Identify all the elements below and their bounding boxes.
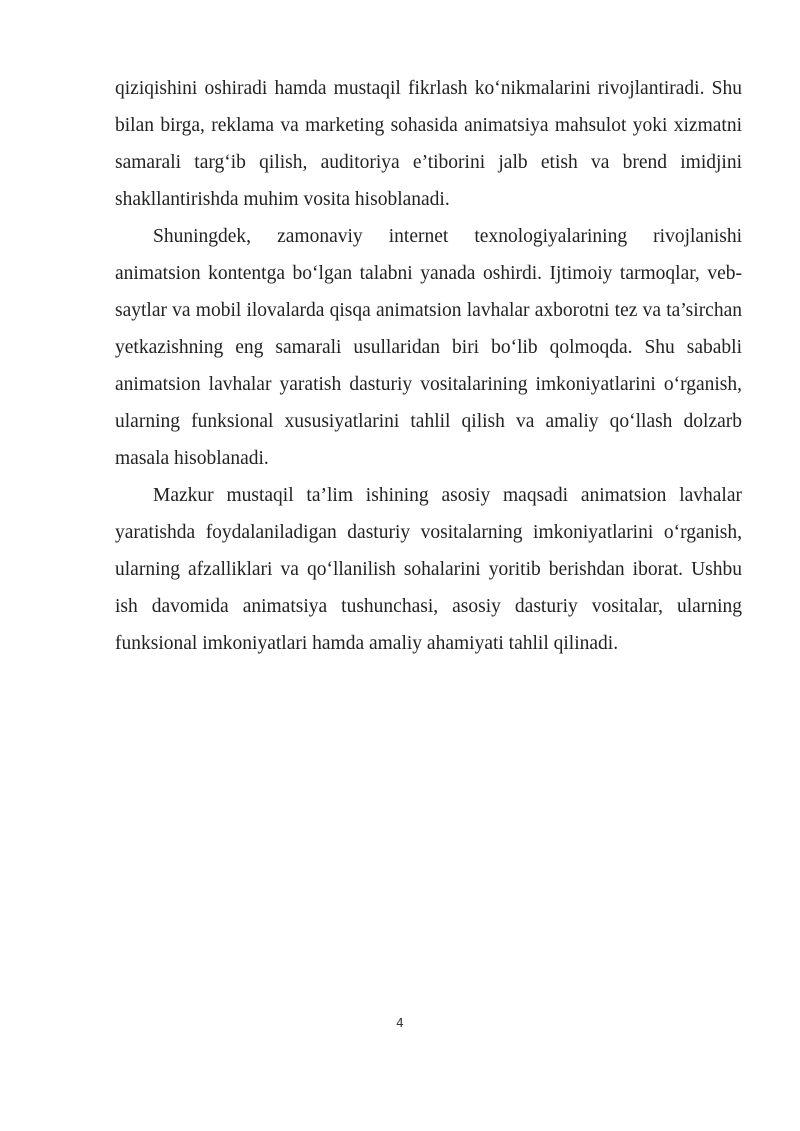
body-text: [115, 70, 742, 662]
paragraph-continuation: qiziqishini oshiradi hamda mustaqil fikrlash ko‘nikmalarini rivojlantiradi. Shu bilan birga, reklama va marketing sohasida animatsiya mahsulot yoki xizmatni samarali targ‘ib qilish, auditoriya e’tiborini jalb etish va brend imidjini shakllantirishda muhim vosita hisoblanadi.: [115, 78, 742, 210]
paragraph-internet-technologies: Shuningdek, zamonaviy internet texnologiyalarining rivojlanishi animatsion kontentga bo‘lgan talabni yanada oshirdi. Ijtimoiy tarmoqlar, veb-saytlar va mobil ilovalarda qisqa animatsion lavhalar axborotni tez va ta’sirchan yetkazishning eng samarali usullaridan biri bo‘lib qolmoqda. Shu sababli animatsion lavhalar yaratish dasturiy vositalarining imkoniyatlarini o‘rganish, ularning funksional xususiyatlarini tahlil qilish va amaliy qo‘llash dolzarb masala hisoblanadi.: [115, 226, 742, 469]
page-number: 4: [396, 1016, 404, 1030]
paragraph-work-goal: Mazkur mustaqil ta’lim ishining asosiy maqsadi animatsion lavhalar yaratishda foydalaniladigan dasturiy vositalarning imkoniyatlarini o‘rganish, ularning afzalliklari va qo‘llanilish sohalarini yoritib berishdan iborat. Ushbu ish davomida animatsiya tushunchasi, asosiy dasturiy vositalar, ularning funksional imkoniyatlari hamda amaliy ahamiyati tahlil qilinadi.: [115, 485, 742, 654]
